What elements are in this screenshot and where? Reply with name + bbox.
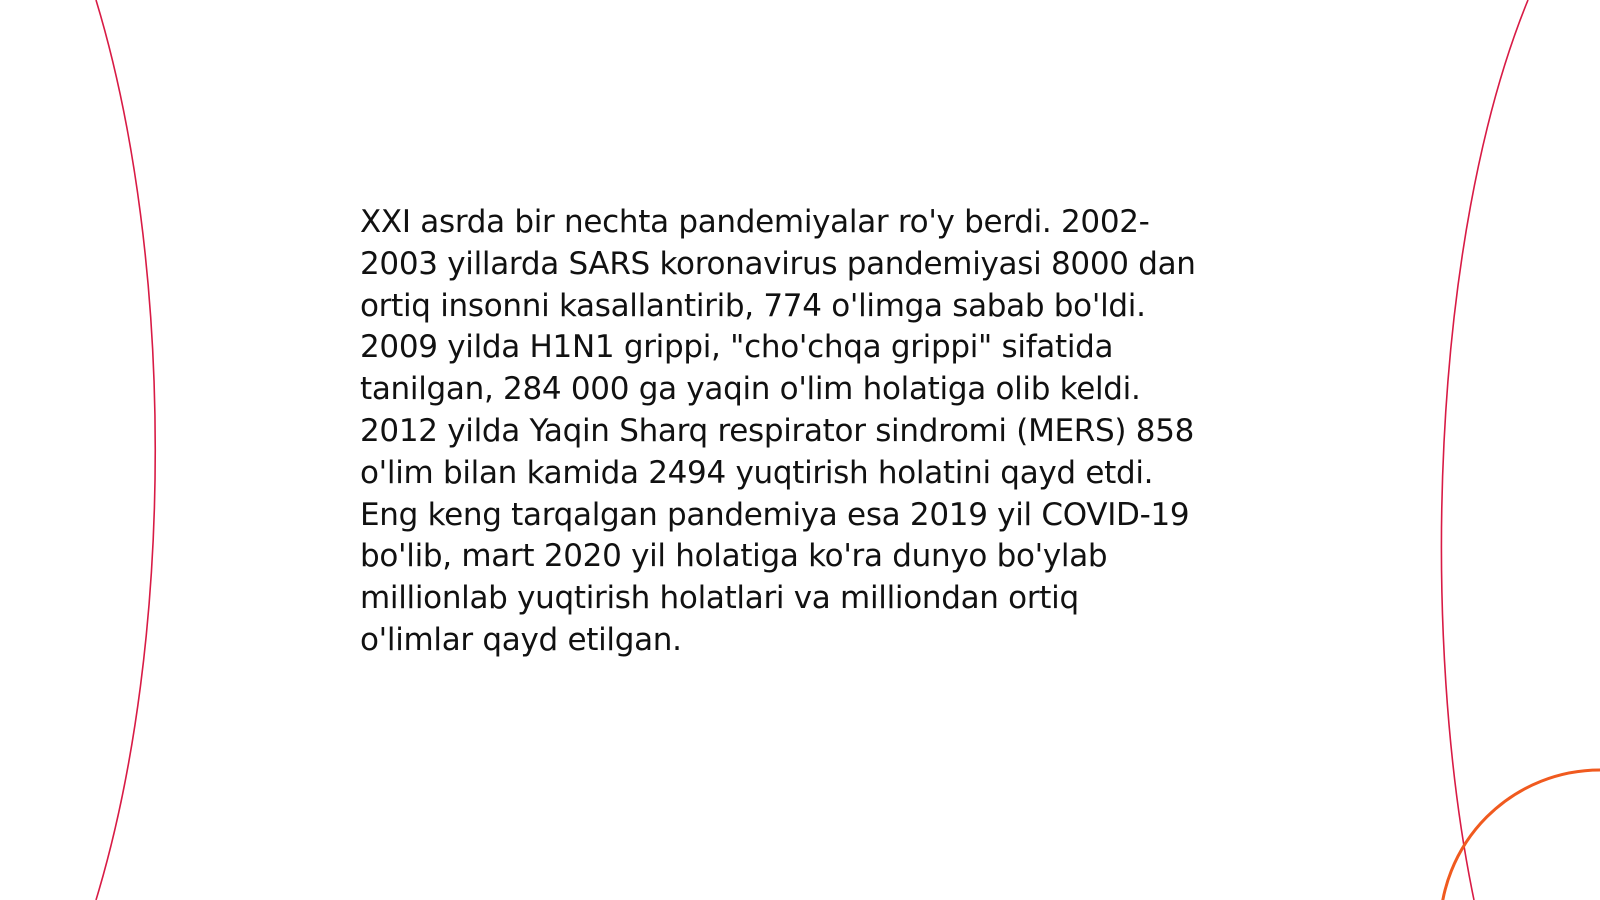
right-curve <box>1441 0 1528 900</box>
left-curve <box>96 0 155 900</box>
body-paragraph: XXI asrda bir nechta pandemiyalar ro'y berdi. 2002- 2003 yillarda SARS koronavirus pandemiyasi 8000 dan ortiq insonni kasallantirib, 774 o'limga sabab bo'ldi. 2009 yilda H1N1 grippi, "cho'chqa grippi" sifatida tanilgan, 284 000 ga yaqin o'lim holatiga olib keldi. 2012 yilda Yaqin Sharq respirator sindromi (MERS) 858 o'lim bilan kamida 2494 yuqtirish holatini qayd etdi. Eng keng tarqalgan pandemiya esa 2019 yil COVID-19 bo'lib, mart 2020 yil holatiga ko'ra dunyo bo'ylab millionlab yuqtirish holatlari va milliondan ortiq o'limlar qayd etilgan. <box>360 204 1196 658</box>
orange-arc <box>1440 770 1600 900</box>
